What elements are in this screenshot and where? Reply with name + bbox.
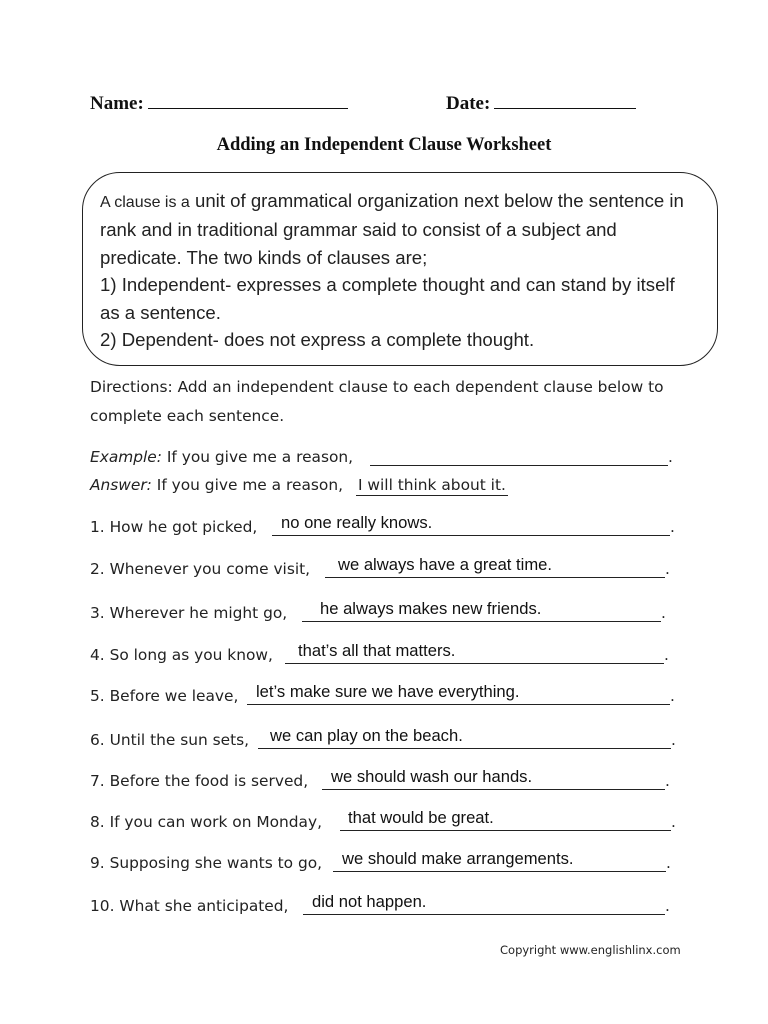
definition-item-dependent: 2) Dependent- does not express a complete thought. [100, 329, 535, 351]
name-field [90, 92, 348, 115]
exercise-row [90, 514, 690, 540]
name-label: Name: [90, 93, 144, 114]
exercise-prompt: 9. Supposing she wants to go, [90, 854, 323, 872]
handwritten-answer: he always makes new friends. [320, 599, 542, 618]
example-row [90, 444, 690, 470]
exercise-row [90, 600, 690, 626]
handwritten-answer: did not happen. [312, 892, 427, 911]
date-label: Date: [446, 93, 491, 114]
date-field [446, 92, 636, 115]
exercise-row [90, 809, 690, 835]
exercise-prompt: 1. How he got picked, [90, 518, 258, 536]
handwritten-answer: that’s all that matters. [298, 641, 456, 660]
handwritten-answer: let’s make sure we have everything. [256, 682, 520, 701]
exercise-prompt: 7. Before the food is served, [90, 772, 309, 790]
example-answer: I will think about it. [358, 476, 506, 494]
exercise-prompt: 2. Whenever you come visit, [90, 560, 311, 578]
example-period: . [668, 448, 673, 466]
exercise-prompt: 10. What she anticipated, [90, 897, 289, 915]
exercise-row [90, 683, 690, 709]
exercise-row [90, 768, 690, 794]
exercise-prompt: 6. Until the sun sets, [90, 731, 250, 749]
answer-prompt-text: If you give me a reason, [156, 476, 343, 494]
example-answer-row [90, 472, 690, 498]
worksheet-title: Adding an Independent Clause Worksheet [216, 135, 552, 155]
definition-text [100, 187, 697, 271]
exercise-row [90, 556, 690, 582]
sentence-period: . [671, 813, 676, 831]
sentence-period: . [666, 854, 671, 872]
sentence-period: . [670, 518, 675, 536]
sentence-period: . [665, 897, 670, 915]
definition-box [82, 172, 718, 366]
exercise-prompt: 4. So long as you know, [90, 646, 273, 664]
handwritten-answer: that would be great. [348, 808, 494, 827]
sentence-period: . [664, 646, 669, 664]
handwritten-answer: we should make arrangements. [342, 849, 574, 868]
sentence-period: . [670, 687, 675, 705]
exercise-row [90, 850, 690, 876]
example-prompt [90, 448, 353, 466]
sentence-period: . [665, 560, 670, 578]
answer-prompt [90, 476, 343, 494]
exercise-prompt: 8. If you can work on Monday, [90, 813, 322, 831]
name-line [148, 92, 348, 109]
example-label: Example: [90, 448, 162, 466]
exercise-prompt: 3. Wherever he might go, [90, 604, 288, 622]
answer-label: Answer: [90, 476, 152, 494]
exercise-row [90, 727, 690, 753]
directions-text: Directions: Add an independent clause to each dependent clause below to complete each sentence. [90, 378, 664, 425]
sentence-period: . [671, 731, 676, 749]
date-line [494, 92, 636, 109]
handwritten-answer: we should wash our hands. [331, 767, 533, 786]
example-blank[interactable] [370, 445, 668, 466]
sentence-period: . [665, 772, 670, 790]
sentence-period: . [661, 604, 666, 622]
exercise-row [90, 893, 690, 919]
exercise-row [90, 642, 690, 668]
handwritten-answer: we always have a great time. [338, 555, 552, 574]
definition-item-independent: 1) Independent- expresses a complete thought and can stand by itself as a sentence. [100, 274, 675, 323]
handwritten-answer: no one really knows. [281, 513, 433, 532]
example-prompt-text: If you give me a reason, [166, 448, 354, 466]
definition-lead: A clause is a [100, 194, 190, 211]
handwritten-answer: we can play on the beach. [270, 726, 463, 745]
definition-body: unit of grammatical organization next below the sentence in rank and in traditional grammar said to consist of a subject and predicate. The two kinds of clauses are; [100, 190, 684, 268]
exercise-prompt: 5. Before we leave, [90, 687, 239, 705]
copyright-text: Copyright www.englishlinx.com [500, 943, 681, 957]
